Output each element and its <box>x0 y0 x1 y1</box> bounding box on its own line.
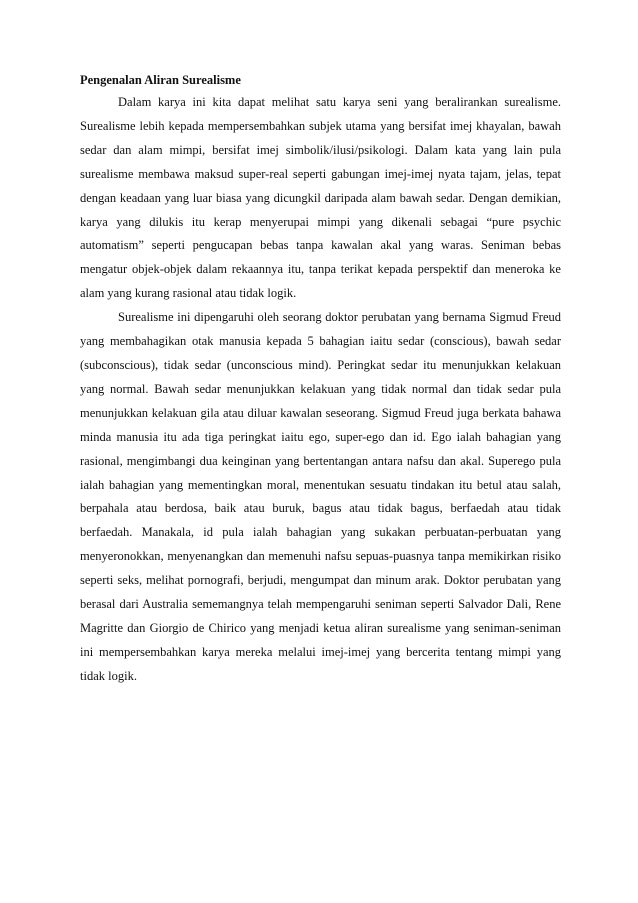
paragraph-freud: Surealisme ini dipengaruhi oleh seorang doktor perubatan yang bernama Sigmud Freud yang membahagikan otak manusia kepada 5 bahagian iaitu sedar (conscious), bawah sedar (subconscious), tidak sedar (unconscious mind). Peringkat sedar itu menunjukkan kelakuan yang normal. Bawah sedar menunjukkan kelakuan yang tidak normal dan tidak sedar pula menunjukkan kelakuan gila atau diluar kawalan seseorang. Sigmud Freud juga berkata bahawa minda manusia itu ada tiga peringkat iaitu ego, super-ego dan id. Ego ialah bahagian yang rasional, mengimbangi dua keinginan yang bertentangan antara nafsu dan akal. Superego pula ialah bahagian yang mementingkan moral, menentukan sesuatu tindakan itu betul atau salah, berpahala atau berdosa, baik atau buruk, bagus atau tidak bagus, berfaedah atau tidak berfaedah. Manakala, id pula ialah bahagian yang sukakan perbuatan-perbuatan yang menyeronokkan, menyenangkan dan memenuhi nafsu sepuas-puasnya tanpa memikirkan risiko seperti seks, melihat pornografi, berjudi, mengumpat dan minum arak. Doktor perubatan yang berasal dari Australia sememangnya telah mempengaruhi seniman seperti Salvador Dali, Rene Magritte dan Giorgio de Chirico yang menjadi ketua aliran surealisme yang seniman-seniman ini mempersembahkan karya mereka melalui imej-imej yang bercerita tentang mimpi yang tidak logik. <box>80 310 561 683</box>
document-title: Pengenalan Aliran Surealisme <box>80 73 241 87</box>
paragraph-intro: Dalam karya ini kita dapat melihat satu karya seni yang beralirankan surealisme. Surealisme lebih kepada mempersembahkan subjek utama yang bersifat imej khayalan, bawah sedar dan alam mimpi, bersifat imej simbolik/ilusi/psikologi. Dalam kata yang lain pula surealisme membawa maksud super-real seperti gabungan imej-imej nyata tajam, jelas, tepat dengan keadaan yang luar biasa yang dicungkil daripada alam bawah sedar. Dengan demikian, karya yang dilukis itu kerap menyerupai mimpi yang dikenali sebagai “pure psychic automatism” seperti pengucapan bebas tanpa kawalan akal yang waras. Seniman bebas mengatur objek-objek dalam rekaannya itu, tanpa terikat kepada perspektif dan meneroka ke alam yang kurang rasional atau tidak logik. <box>80 95 561 301</box>
document-page <box>80 71 561 689</box>
